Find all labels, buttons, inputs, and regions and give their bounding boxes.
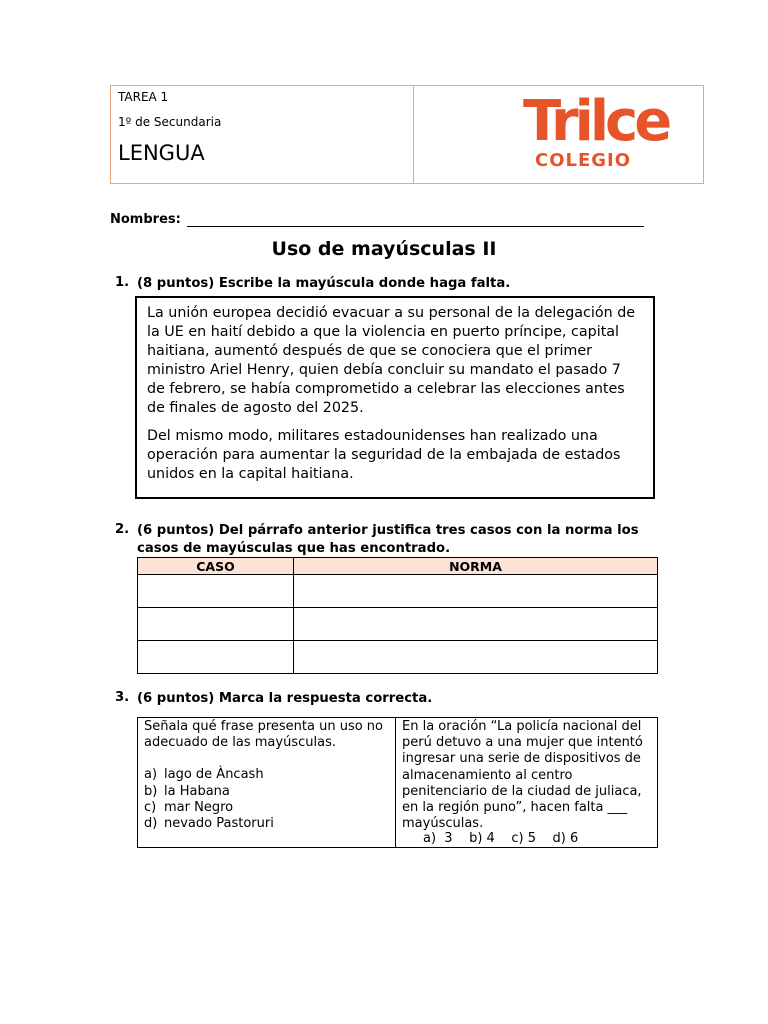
q3-left-question xyxy=(138,718,396,847)
caso-cell[interactable] xyxy=(138,641,294,674)
norma-cell[interactable] xyxy=(294,641,658,674)
q3-right-question xyxy=(396,718,657,847)
q2-text-line2: casos de mayúsculas que has encontrado. xyxy=(137,541,451,556)
q3-number: 3. xyxy=(115,690,130,705)
q3-text: (6 puntos) Marca la respuesta correcta. xyxy=(137,691,433,706)
q1-text: (8 puntos) Escribe la mayúscula donde haga falta. xyxy=(137,276,511,291)
subject-label: LENGUA xyxy=(118,141,205,165)
passage-paragraph-1: La unión europea decidió evacuar a su personal de la delegación de la UE en haití debido a que la violencia en puerto príncipe, capital haitiana, aumentó después de que se conociera que el primer ministro Ariel Henry, quien debía concluir su mandato el pasado 7 de febrero, se había comprometido a celebrar las elecciones antes de finales de agosto del 2025. xyxy=(147,305,636,416)
caso-cell[interactable] xyxy=(138,608,294,641)
table-row xyxy=(138,575,658,608)
trilce-logo xyxy=(518,86,703,183)
passage-paragraph-2: Del mismo modo, militares estadounidenses han realizado una operación para aumentar la seguridad de la embajada de estados unidos en la capital haitiana. xyxy=(147,428,621,482)
nombres-label: Nombres: xyxy=(110,212,181,227)
q3-left-prompt: Señala qué frase presenta un uso no adecuado de las mayúsculas. xyxy=(144,719,383,751)
task-label: TAREA 1 xyxy=(118,90,169,104)
caso-cell[interactable] xyxy=(138,575,294,608)
col-caso: CASO xyxy=(138,558,294,575)
grade-label: 1º de Secundaria xyxy=(118,115,222,129)
q3-right-options[interactable]: a) 3 b) 4 c) 5 d) 6 xyxy=(423,831,579,846)
q3-right-prompt: En la oración “La policía nacional del perú detuvo a una mujer que intentó ingresar una serie de dispositivos de almacenamiento al centro penitenciario de la ciudad de juliaca, en la región puno”, hacen falta ___ mayúsculas. xyxy=(402,719,643,832)
table-row xyxy=(138,608,658,641)
norma-cell[interactable] xyxy=(294,575,658,608)
header-box xyxy=(110,85,704,184)
page-title: Uso de mayúsculas II xyxy=(271,238,497,260)
q2-text-line1: (6 puntos) Del párrafo anterior justifica tres casos con la norma los xyxy=(137,523,639,538)
header-info xyxy=(111,86,414,183)
q2-number: 2. xyxy=(115,522,130,537)
table-header-row xyxy=(138,558,658,575)
q3-box xyxy=(137,717,658,848)
q1-number: 1. xyxy=(115,275,130,290)
table-row xyxy=(138,641,658,674)
option-a[interactable]: a) lago de Àncash xyxy=(144,767,264,783)
caso-norma-table xyxy=(137,557,658,674)
svg-text:Trilce: Trilce xyxy=(523,89,669,154)
option-b[interactable]: b) la Habana xyxy=(144,783,230,799)
nombres-line[interactable] xyxy=(187,226,644,227)
option-d[interactable]: d) nevado Pastoruri xyxy=(144,816,274,832)
col-norma: NORMA xyxy=(294,558,658,575)
q1-passage xyxy=(135,296,655,499)
option-c[interactable]: c) mar Negro xyxy=(144,799,234,815)
svg-text:COLEGIO: COLEGIO xyxy=(535,150,632,171)
norma-cell[interactable] xyxy=(294,608,658,641)
